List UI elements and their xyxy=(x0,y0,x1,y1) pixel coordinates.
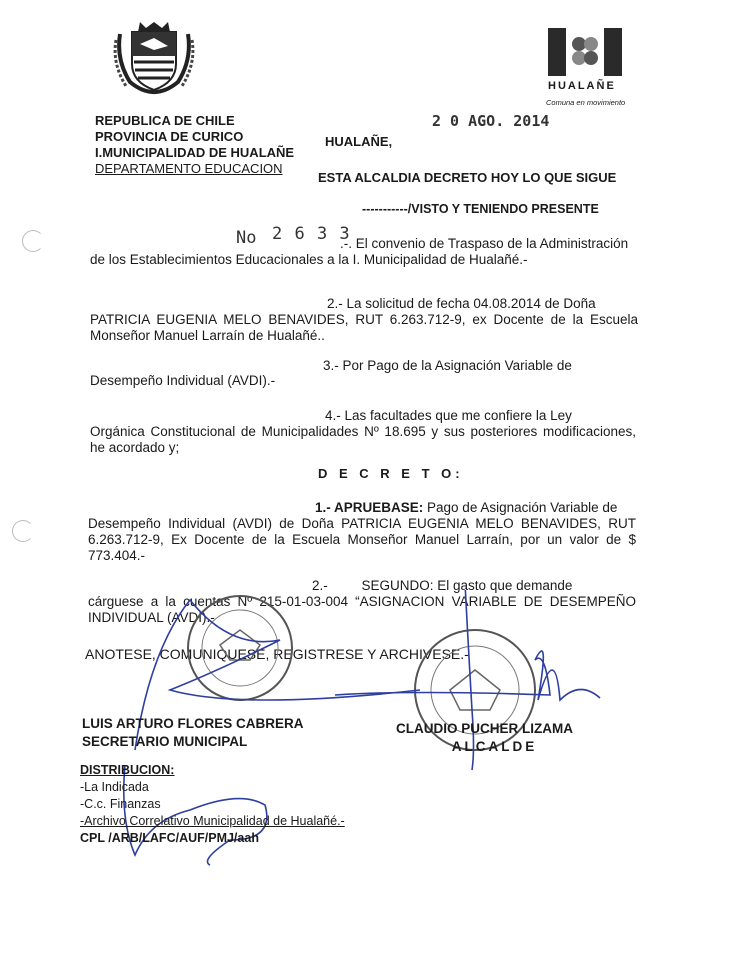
punch-hole-bottom xyxy=(12,520,34,542)
distribution-item: -C.c. Finanzas xyxy=(80,797,161,811)
closing-line: ANOTESE, COMUNIQUESE, REGISTRESE Y ARCHIVESE.- xyxy=(85,646,469,662)
city-label: HUALAÑE, xyxy=(325,134,393,149)
secretary-title: SECRETARIO MUNICIPAL xyxy=(82,734,248,749)
secretary-signature-block xyxy=(82,715,304,751)
resolution-2-lead: SEGUNDO: El gasto que demande xyxy=(361,578,573,593)
issuer-block xyxy=(95,113,294,177)
consideration-3-lead: 3.- Por Pago de la Asignación Variable de xyxy=(323,358,572,373)
consideration-3-text: Desempeño Individual (AVDI).- xyxy=(90,373,276,388)
secretary-seal xyxy=(188,596,292,700)
secretary-name: LUIS ARTURO FLORES CABRERA xyxy=(82,716,304,731)
punch-hole-top xyxy=(22,230,44,252)
consideration-4-text: Orgánica Constitucional de Municipalidades Nº 18.695 y sus posteriores modificaciones, he acordado y; xyxy=(90,424,636,455)
municipality-label: I.MUNICIPALIDAD DE HUALAÑE xyxy=(95,145,295,160)
resolution-1-text: Desempeño Individual (AVDI) de Doña PATRICIA EUGENIA MELO BENAVIDES, RUT 6.263.712-9, Ex Docente de la Escuela Monseñor Manuel Larraín, por un valor de $ 773.404.- xyxy=(88,516,636,563)
consideration-4-lead: 4.- Las facultades que me confiere la Ley xyxy=(325,408,572,423)
logo-tagline: Comuna en movimiento xyxy=(546,98,626,107)
resolution-1-lead: Pago de Asignación Variable de xyxy=(427,500,618,515)
mayor-name: CLAUDIO PUCHER LIZAMA xyxy=(396,721,573,736)
consideration-2-text: PATRICIA EUGENIA MELO BENAVIDES, RUT 6.263.712-9, ex Docente de la Escuela Monseñor Manuel Larraín de Hualañé.. xyxy=(90,312,638,343)
distribution-item: -Archivo Correlativo Municipalidad de Hualañé.- xyxy=(80,814,345,828)
decree-intro: ESTA ALCALDIA DECRETO HOY LO QUE SIGUE xyxy=(318,170,617,185)
resolution-1-lead-line xyxy=(315,500,635,516)
decree-number-prefix: No xyxy=(236,228,257,248)
consideration-1-text: de los Establecimientos Educacionales a la I. Municipalidad de Hualañé.- xyxy=(90,252,528,267)
logo-name: HUALAÑE xyxy=(548,80,616,92)
resolution-1-label: 1.- APRUEBASE: xyxy=(315,500,424,515)
province-label: PROVINCIA DE CURICO xyxy=(95,129,244,144)
mayor-signature-block xyxy=(396,720,573,756)
distribution-block xyxy=(80,762,345,847)
initials-line: CPL /ARB/LAFC/AUF/PMJ/aah xyxy=(80,831,259,845)
mayor-title: ALCALDE xyxy=(451,739,538,754)
decree-number: 2 6 3 3 xyxy=(272,224,351,244)
department-label: DEPARTAMENTO EDUCACION xyxy=(95,161,283,176)
consideration-2-lead: 2.- La solicitud de fecha 04.08.2014 de Doña xyxy=(327,296,596,311)
distribution-item: -La Indicada xyxy=(80,780,149,794)
consideration-1-lead: .-. El convenio de Traspaso de la Administración xyxy=(340,236,629,251)
date-stamp: 2 0 AGO. 2014 xyxy=(432,112,550,130)
republic-label: REPUBLICA DE CHILE xyxy=(95,113,235,128)
decreto-heading: D E C R E T O: xyxy=(318,466,464,481)
visto-heading: -----------/VISTO Y TENIENDO PRESENTE xyxy=(362,202,599,216)
resolution-2-label: 2.- xyxy=(312,578,328,593)
resolution-2-text: cárguese a la cuentas Nº 215-01-03-004 “ASIGNACION VARIABLE DE DESEMPEÑO INDIVIDUAL (AVDI).- xyxy=(88,594,636,625)
coat-of-arms-emblem xyxy=(110,20,198,98)
distribution-title: DISTRIBUCION: xyxy=(80,763,175,777)
hualane-logo xyxy=(546,26,624,78)
